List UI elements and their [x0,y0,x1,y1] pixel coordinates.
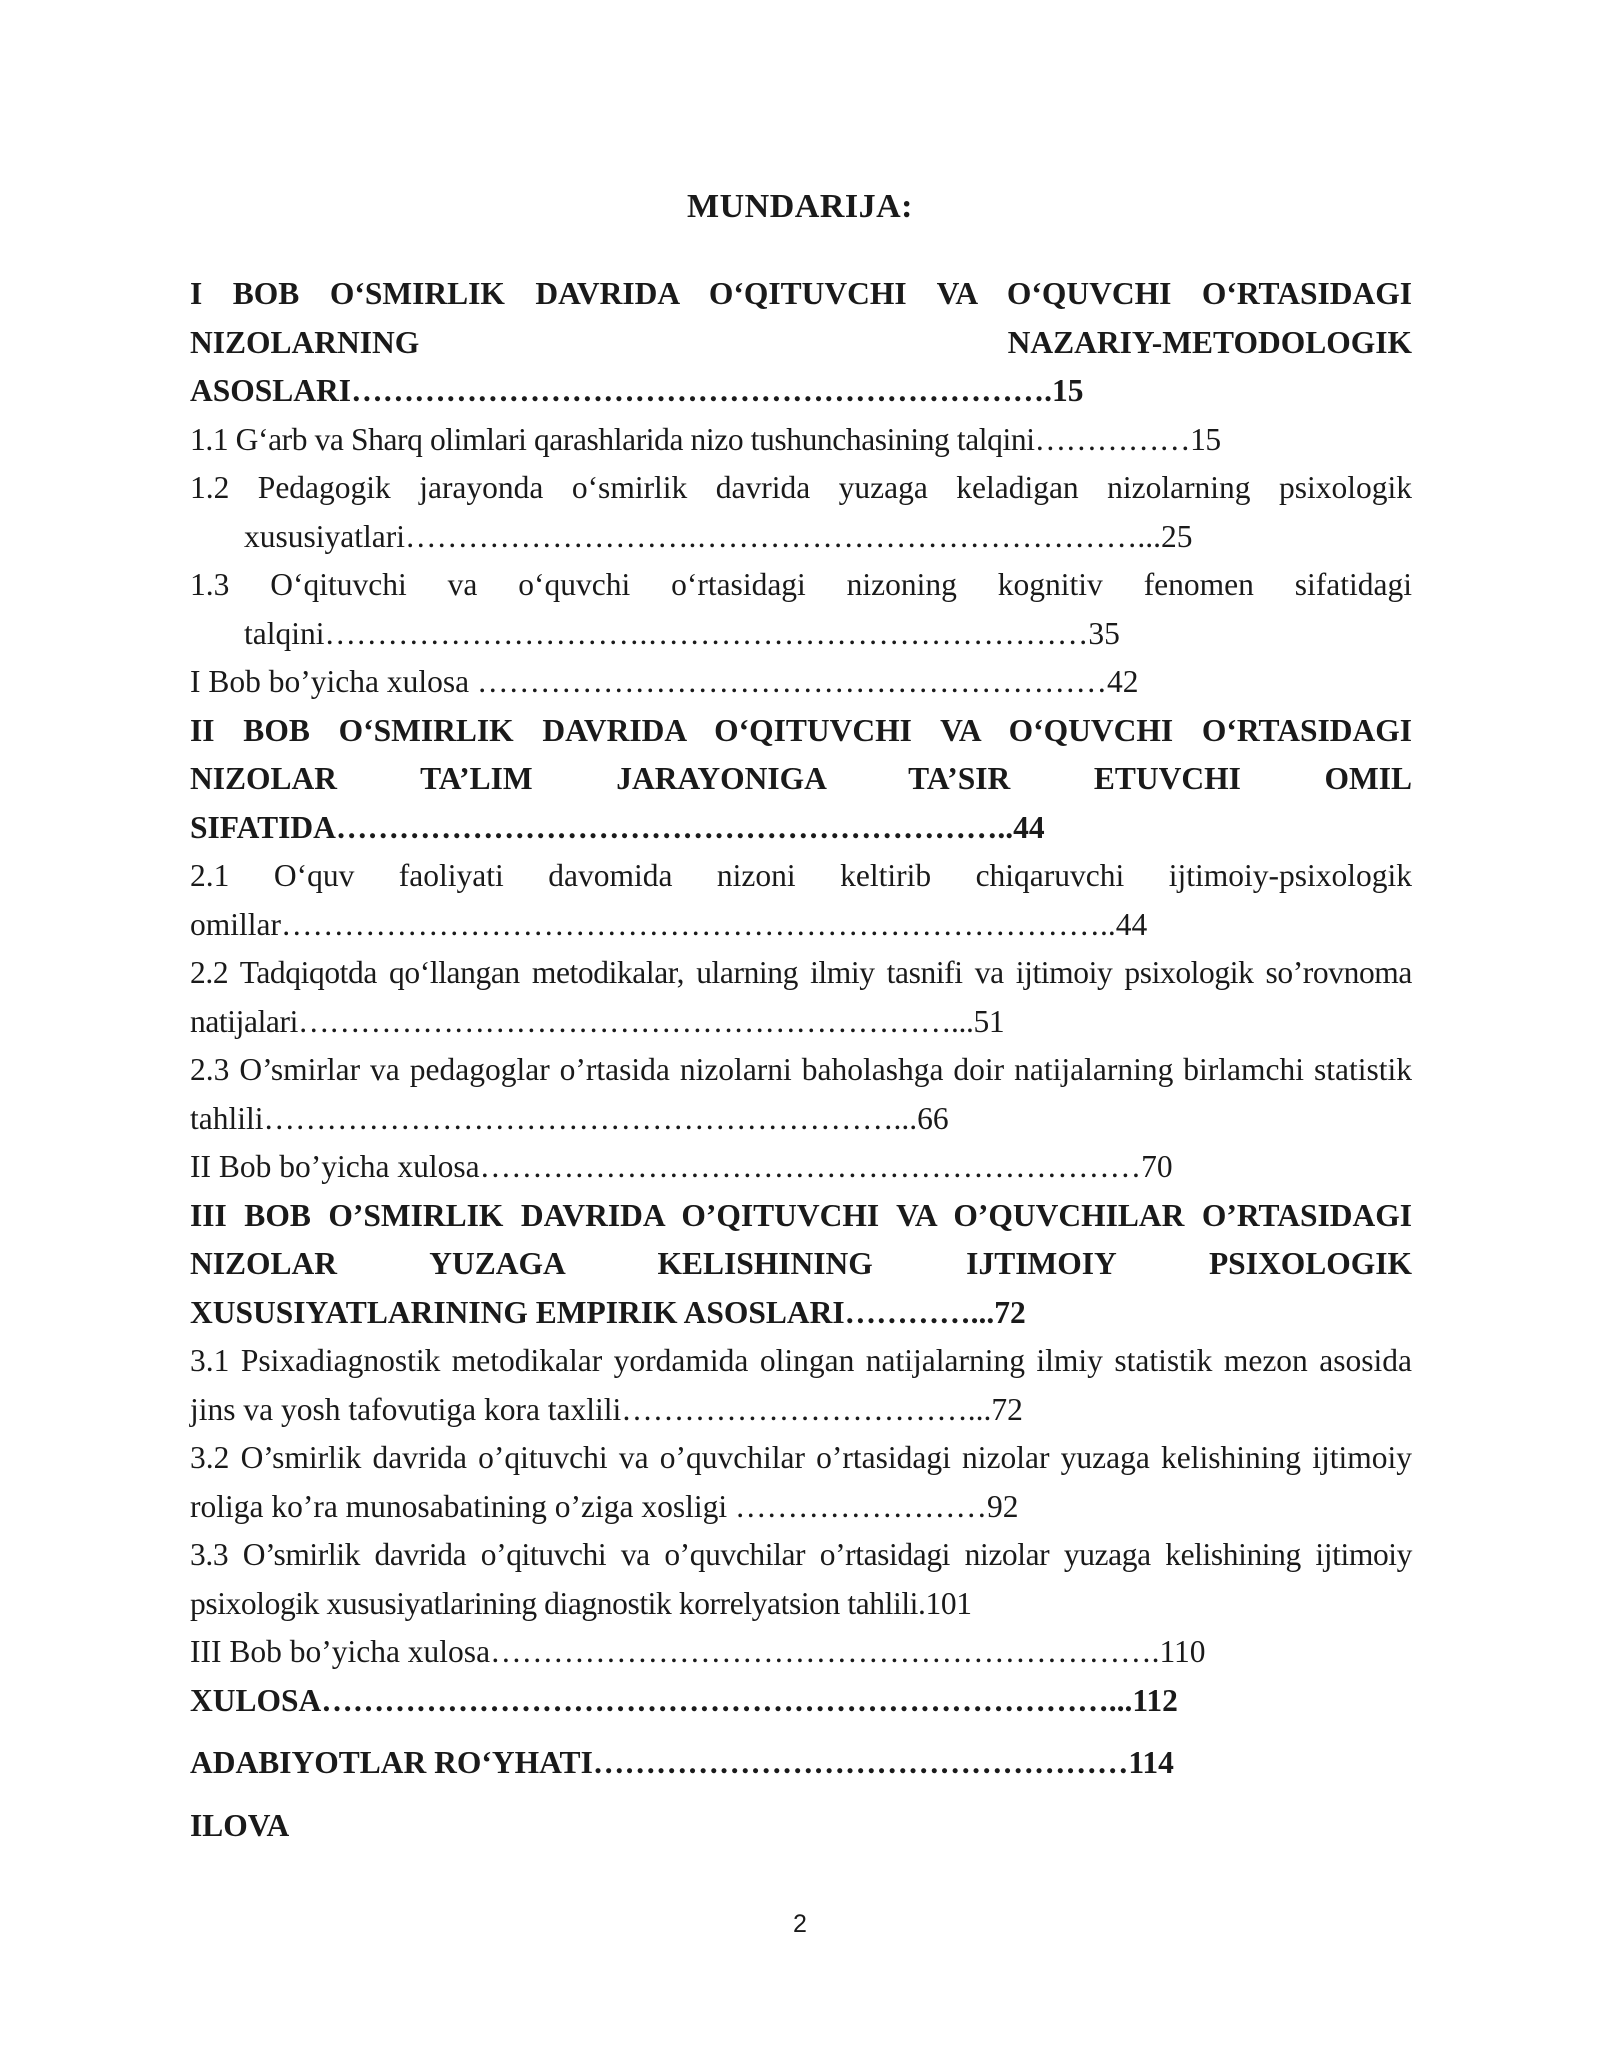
toc-leader-dots: ………………………….…………………………………… [324,615,1089,651]
toc-page-number: 72 [991,1391,1023,1427]
page-number: 2 [793,1910,807,1938]
toc-page-number: 110 [1159,1634,1206,1669]
toc-leader-dots: ………………………………………………………. [490,1634,1160,1669]
toc-page-number: 114 [1128,1745,1174,1780]
toc-leader-dots: …………………………………………………………. [351,373,1052,408]
toc-entry-text: 2.3 O’smirlar va pedagoglar o’rtasida nizolarni baholashga doir natijalarning birlamchi statistik tahlili [190,1052,1412,1136]
toc-page-number: 51 [973,1003,1005,1039]
toc-leader-dots: …………………… [735,1488,988,1524]
table-of-contents [190,270,1412,1850]
toc-page-number: 44 [1013,809,1045,845]
toc-leader-dots: ………………………………………………………... [297,1003,974,1039]
toc-page-number: 72 [994,1294,1026,1330]
toc-entry-text: XULOSA [190,1682,322,1718]
toc-leader-dots: ……………………………………………………… [479,1149,1142,1184]
toc-entry-2-2 [190,949,1412,1046]
toc-entry-text: ADABIYOTLAR RO‘YHATI [190,1745,593,1780]
page-title: MUNDARIJA: [687,188,913,225]
toc-page-number: 66 [917,1100,949,1136]
toc-page-number: 101 [925,1585,972,1621]
toc-page-number: 70 [1141,1149,1173,1184]
toc-page-number: 42 [1106,664,1139,699]
toc-entry-3-2 [190,1434,1412,1531]
toc-page-number: 35 [1088,615,1120,651]
toc-page-number: 44 [1115,906,1148,942]
toc-entry-3-3 [190,1531,1412,1628]
toc-entry-text: ILOVA [190,1807,290,1843]
toc-entry-1-3 [190,561,1412,658]
toc-leader-dots: ……………………….……………………………………... [404,518,1161,554]
toc-entry-chapter-3-conclusion [190,1628,1412,1677]
toc-entry-conclusion [190,1677,1412,1726]
toc-entry-appendix [190,1802,1412,1851]
toc-page-number: 15 [1051,373,1084,408]
toc-entry-text: 3.3 O’smirlik davrida o’qituvchi va o’quvchilar o’rtasidagi nizolar yuzaga kelishining ijtimoiy psixologik xususiyatlarining diagnostik korrelyatsion tahlili. [190,1537,1412,1621]
toc-entry-text: 1.2 Pedagogik jarayonda o‘smirlik davrida yuzaga keladigan nizolarning psixologik xususiyatlari [190,470,1412,554]
toc-entry-references [190,1739,1412,1788]
toc-entry-chapter-3 [190,1192,1412,1338]
toc-leader-dots: …………... [844,1294,995,1330]
toc-entry-text: III BOB O’SMIRLIK DAVRIDA O’QITUVCHI VA O’QUVCHILAR O’RTASIDAGI NIZOLAR YUZAGA KELISHINING IJTIMOIY PSIXOLOGIK XUSUSIYATLARINING EMPIRIK ASOSLARI [190,1197,1412,1330]
toc-entry-chapter-2 [190,707,1412,853]
toc-entry-text: II Bob bo’yicha xulosa [190,1149,480,1184]
toc-leader-dots: …………………………………………………………………... [321,1682,1133,1718]
toc-entry-1-1 [190,416,1412,465]
toc-entry-text: II BOB O‘SMIRLIK DAVRIDA O‘QITUVCHI VA O‘QUVCHI O‘RTASIDAGI NIZOLAR TA’LIM JARAYONIGA TA’SIR ETUVCHI OMIL SIFATIDA [190,712,1412,845]
toc-page-number: 15 [1190,421,1221,457]
toc-entry-text: I BOB O‘SMIRLIK DAVRIDA O‘QITUVCHI VA O‘QUVCHI O‘RTASIDAGI NIZOLARNING NAZARIY-METODOLOGIK ASOSLARI [190,276,1412,408]
toc-entry-text: 3.2 O’smirlik davrida o’qituvchi va o’quvchilar o’rtasidagi nizolar yuzaga kelishining ijtimoiy roliga ko’ra munosabatining o’ziga xosligi [190,1440,1412,1524]
toc-entry-text: 3.1 Psixadiagnostik metodikalar yordamida olingan natijalarning ilmiy statistik mezon asosida jins va yosh tafovutiga kora taxlili [190,1343,1412,1427]
toc-leader-dots: …………………………………………………………………….. [280,906,1116,942]
toc-entry-chapter-1-conclusion [190,658,1412,707]
toc-entry-1-2 [190,464,1412,561]
toc-page-number: 92 [987,1488,1019,1524]
toc-entry-3-1 [190,1337,1412,1434]
toc-entry-text: 2.1 O‘quv faoliyati davomida nizoni keltirib chiqaruvchi ijtimoiy-psixologik omillar [190,858,1412,942]
toc-page-number: 112 [1132,1682,1178,1718]
toc-entry-2-1 [190,852,1412,949]
toc-entry-2-3 [190,1046,1412,1143]
toc-leader-dots: …………………………………………… [592,1745,1129,1780]
toc-page-number: 25 [1160,518,1193,554]
toc-entry-text: 2.2 Tadqiqotda qo‘llangan metodikalar, ularning ilmiy tasnifi va ijtimoiy psixologik so’rovnoma natijalari [190,955,1412,1039]
toc-leader-dots: ……………………………………………………….. [335,809,1014,845]
toc-leader-dots: ……………………………... [621,1391,992,1427]
toc-leader-dots: …………………………………………………… [469,664,1107,699]
toc-entry-chapter-2-conclusion [190,1143,1412,1192]
toc-leader-dots: …………… [1034,421,1191,457]
toc-leader-dots: ……………………………………………………... [263,1100,918,1136]
toc-entry-text: I Bob bo’yicha xulosa [190,664,470,699]
toc-entry-chapter-1 [190,270,1412,416]
toc-entry-text: III Bob bo’yicha xulosa [190,1634,491,1669]
toc-entry-text: 1.3 O‘qituvchi va o‘quvchi o‘rtasidagi nizoning kognitiv fenomen sifatidagi talqini [190,567,1412,651]
toc-entry-text: 1.1 G‘arb va Sharq olimlari qarashlarida nizo tushunchasining talqini [190,421,1035,457]
